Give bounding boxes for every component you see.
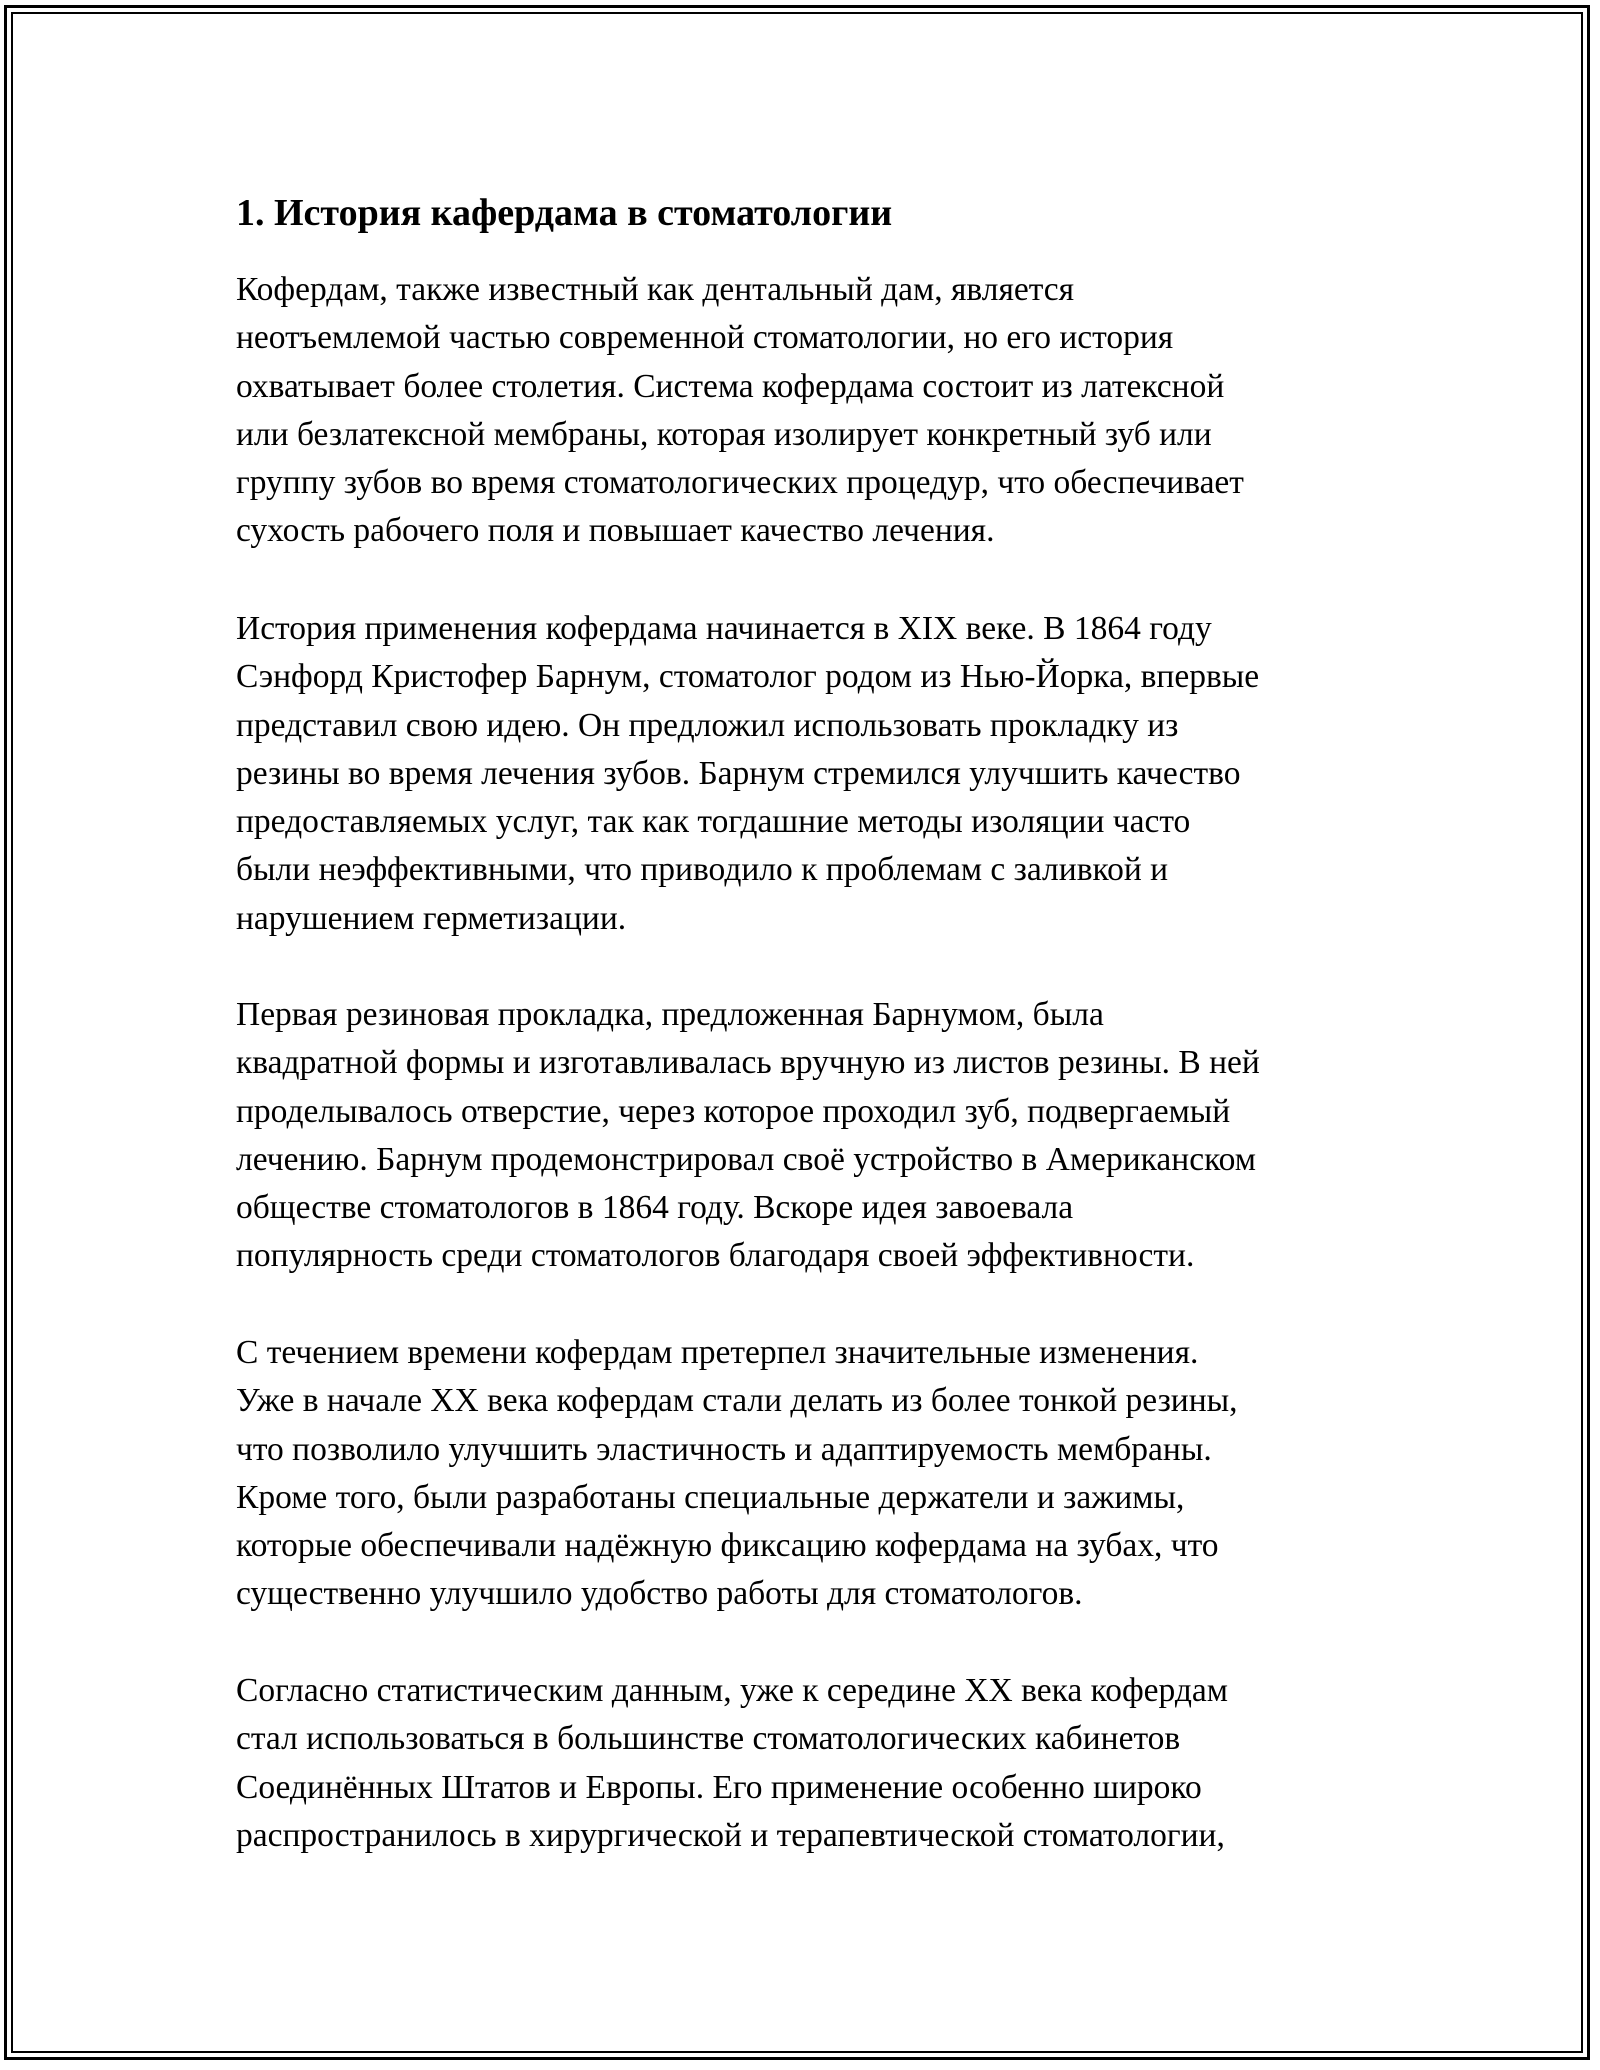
paragraph-evolution: С течением времени кофердам претерпел значительные изменения. Уже в начале XX века кофердам стали делать из более тонкой резины, что позволило улучшить эластичность и адаптируемость мембраны. Кроме того, были разработаны специальные держатели и зажимы, которые обеспечивали надёжную фиксацию кофердама на зубах, что существенно улучшило удобство работы для стоматологов. <box>236 1334 1238 1613</box>
paragraph-introduction: Кофердам, также известный как дентальный дам, является неотъемлемой частью современной стоматологии, но его история охватывает более столетия. Система кофердама состоит из латексной или безлатексной мембраны, которая изолирует конкретный зуб или группу зубов во время стоматологических процедур, что обеспечивает сухость рабочего поля и повышает качество лечения. <box>236 271 1244 550</box>
section-heading: 1. История кафердама в стоматологии <box>236 192 893 234</box>
paragraph-statistics: Согласно статистическим данным, уже к середине XX века кофердам стал использоваться в большинстве стоматологических кабинетов Соединённых Штатов и Европы. Его применение особенно широко распространилось в хирургической и терапевтической стоматологии, <box>236 1672 1228 1854</box>
paragraph-first-device: Первая резиновая прокладка, предложенная Барнумом, была квадратной формы и изготавливалась вручную из листов резины. В ней проделывалось отверстие, через которое проходил зуб, подвергаемый лечению. Барнум продемонстрировал своё устройство в Американском обществе стоматологов в 1864 году. Вскоре идея завоевала популярность среди стоматологов благодаря своей эффективности. <box>236 996 1260 1275</box>
paragraph-origin: История применения кофердама начинается в XIX веке. В 1864 году Сэнфорд Кристофер Барнум, стоматолог родом из Нью-Йорка, впервые представил свою идею. Он предложил использовать прокладку из резины во время лечения зубов. Барнум стремился улучшить качество предоставляемых услуг, так как тогдашние методы изоляции часто были неэффективными, что приводило к проблемам с заливкой и нарушением герметизации. <box>236 610 1260 937</box>
